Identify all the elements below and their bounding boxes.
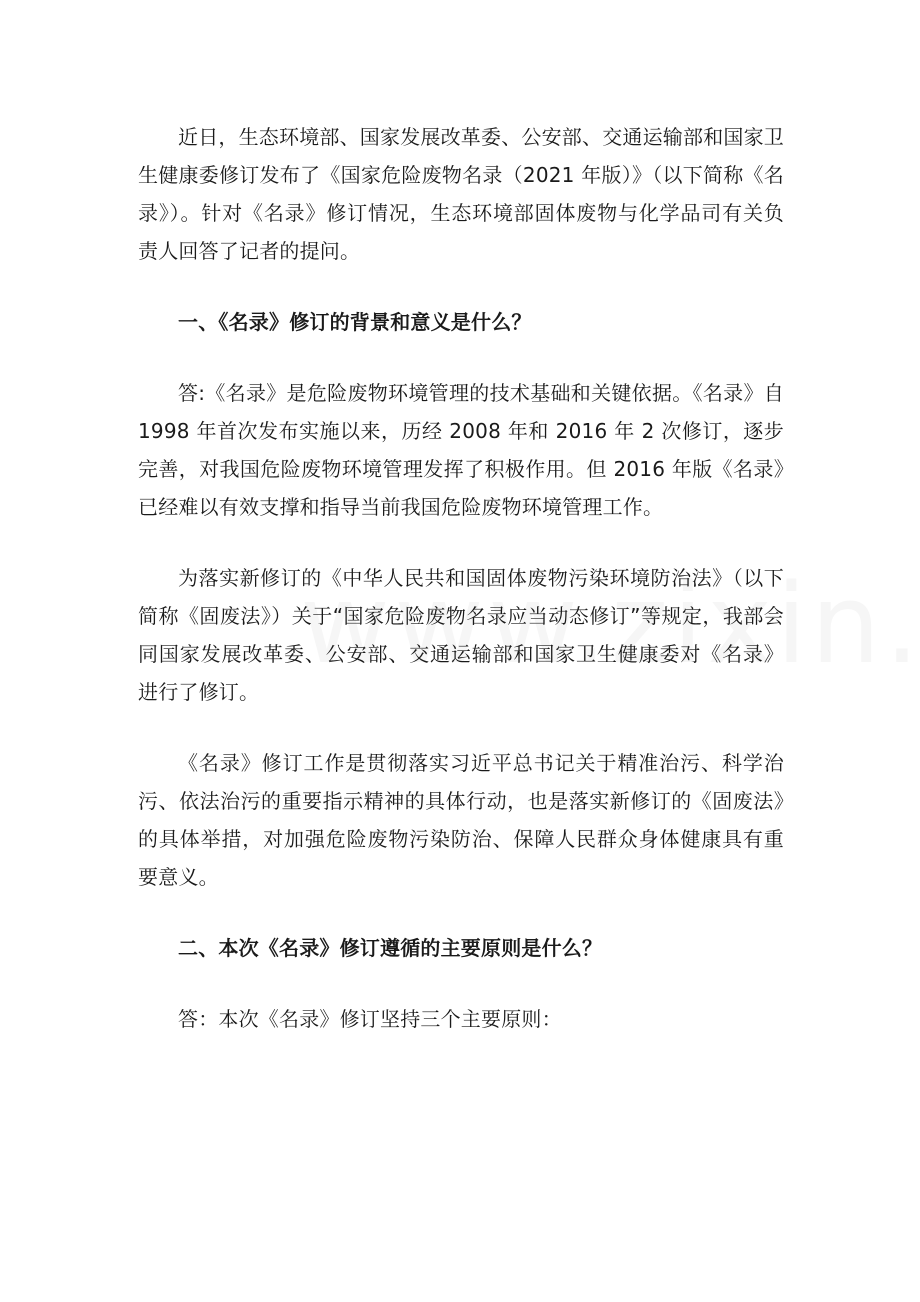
section-heading-2: 二、本次《名录》修订遵循的主要原则是什么？ bbox=[178, 936, 603, 960]
document-body bbox=[138, 118, 784, 1038]
section-heading-1: 一、《名录》修订的背景和意义是什么？ bbox=[178, 310, 532, 334]
answer-paragraph-1: 答:《名录》是危险废物环境管理的技术基础和关键依据。《名录》自 1998 年首次发布实施以来，历经 2008 年和 2016 年 2 次修订，逐步完善，对我国危险废物环境管理发挥了积极作用。但 2016 年版《名录》已经难以有效支撑和指导当前我国危险废物环境管理工作。 bbox=[138, 381, 784, 519]
answer-paragraph-2: 答：本次《名录》修订坚持三个主要原则： bbox=[178, 1007, 562, 1031]
body-paragraph-2: 为落实新修订的《中华人民共和国固体废物污染环境防治法》（以下简称《固废法》）关于“国家危险废物名录应当动态修订”等规定，我部会同国家发展改革委、公安部、交通运输部和国家卫生健康委对《名录》进行了修订。 bbox=[138, 566, 784, 704]
intro-paragraph: 近日，生态环境部、国家发展改革委、公安部、交通运输部和国家卫生健康委修订发布了《国家危险废物名录（2021 年版）》（以下简称《名录》）。针对《名录》修订情况，生态环境部固体废物与化学品司有关负责人回答了记者的提问。 bbox=[138, 125, 784, 263]
body-paragraph-3: 《名录》修订工作是贯彻落实习近平总书记关于精准治污、科学治污、依法治污的重要指示精神的具体行动，也是落实新修订的《固废法》的具体举措，对加强危险废物污染防治、保障人民群众身体健康具有重要意义。 bbox=[138, 751, 784, 889]
